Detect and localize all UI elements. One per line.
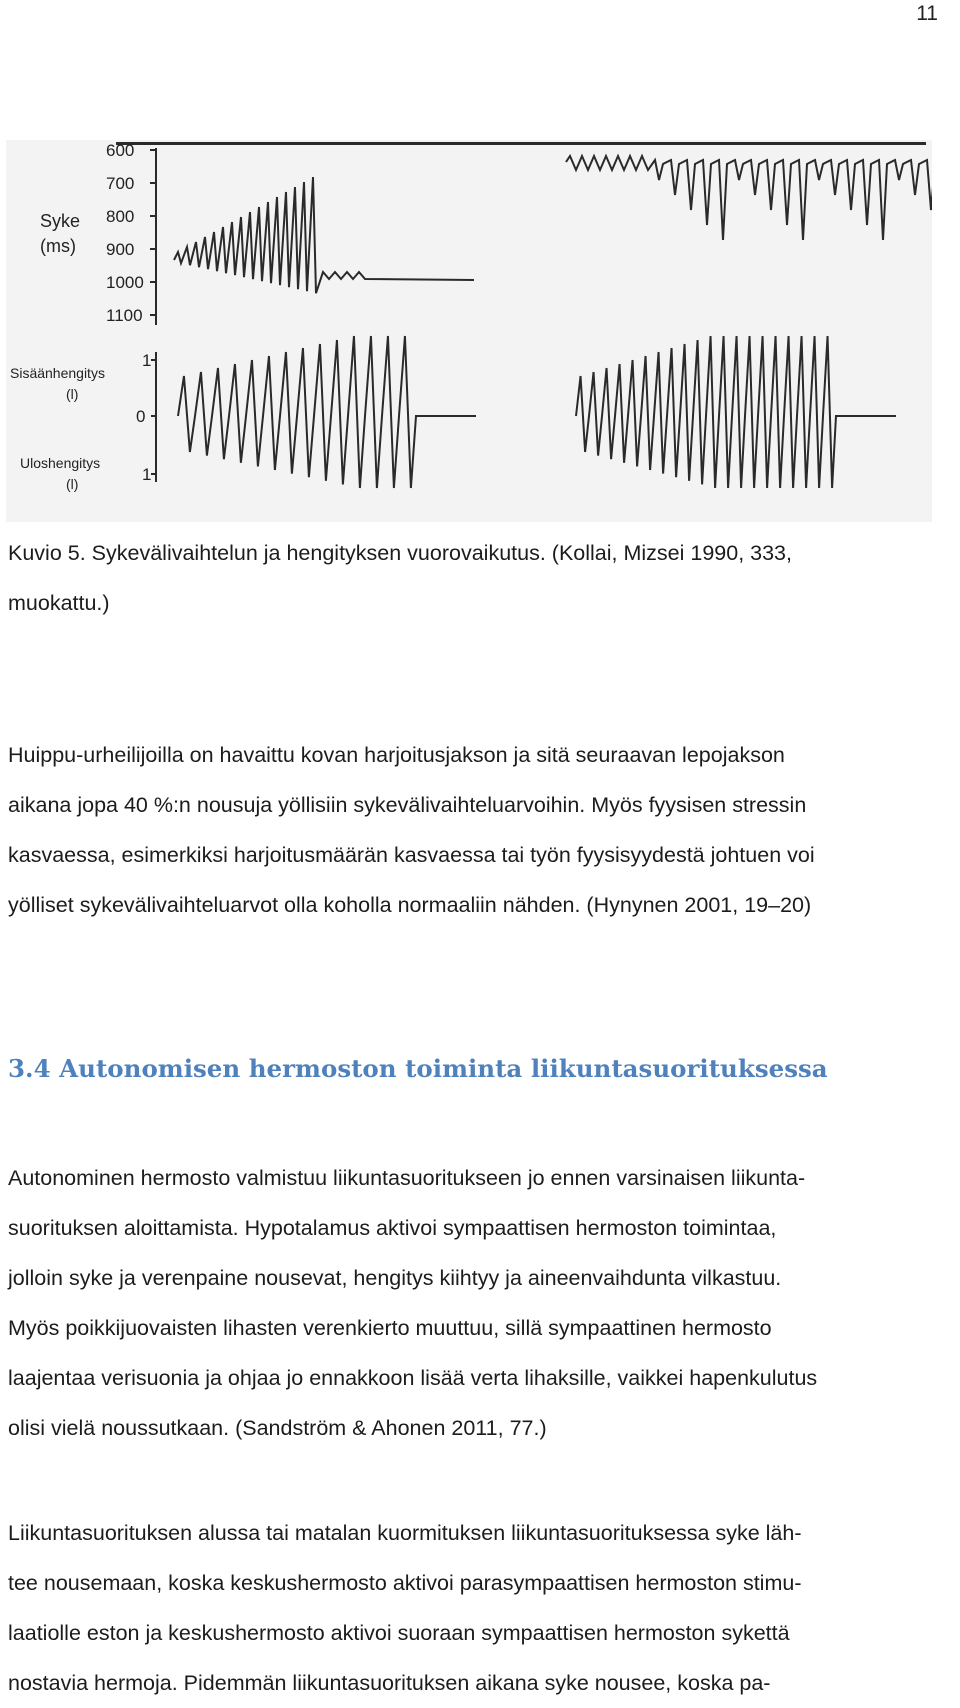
paragraph-exercise-start [8, 1508, 948, 1708]
figure-caption [8, 528, 948, 628]
signal-traces [174, 156, 932, 488]
page-number: 11 [916, 2, 938, 25]
paragraph-line: jolloin syke ja verenpaine nousevat, hengitys kiihtyy ja aineenvaihdunta vilkastuu. [8, 1266, 782, 1290]
heart-rate-tick-label: 700 [106, 174, 135, 193]
figure-graphic [6, 140, 932, 522]
breathing-trace-right [576, 336, 896, 488]
paragraph-line: Autonominen hermosto valmistuu liikuntasuoritukseen jo ennen varsinaisen liikunta- [8, 1166, 806, 1190]
paragraph-line: nostavia hermoja. Pidemmän liikuntasuorituksen aikana syke nousee, koska pa- [8, 1671, 771, 1695]
heart-rate-tick-label: 1000 [106, 273, 144, 292]
y-axis-label-syke: Syke [40, 211, 81, 231]
exhale-unit: (l) [66, 476, 79, 492]
paragraph-autonomic-preparation [8, 1153, 948, 1453]
inhale-label: Sisäänhengitys [10, 365, 105, 381]
breathing-trace-left [178, 336, 476, 488]
inhale-unit: (l) [66, 386, 79, 402]
paragraph-line: Myös poikkijuovaisten lihasten verenkierto muuttuu, sillä sympaattinen hermosto [8, 1316, 772, 1340]
section-heading: 3.4 Autonomisen hermoston toiminta liikuntasuorituksessa [8, 1054, 828, 1083]
heart-rate-trace-right [566, 156, 932, 240]
breath-tick-inhale: 1 [142, 351, 152, 370]
heart-rate-tick-label: 800 [106, 207, 135, 226]
heart-rate-tick-label: 1100 [106, 306, 143, 325]
paragraph-line: laatiolle eston ja keskushermosto aktivoi suoraan sympaattisen hermoston sykettä [8, 1621, 790, 1645]
heart-rate-ticks [106, 141, 156, 325]
paragraph-line: yölliset sykevälivaihteluarvot olla koholla normaaliin nähden. (Hynynen 2001, 19–20) [8, 893, 812, 917]
breath-tick-zero: 0 [136, 407, 146, 426]
top-border-line [116, 142, 926, 145]
exhale-label: Uloshengitys [20, 455, 101, 471]
paragraph-line: kasvaessa, esimerkiksi harjoitusmäärän kasvaessa tai työn fyysisyydestä johtuen voi [8, 843, 815, 867]
paragraph-athletes [8, 730, 948, 930]
breath-tick-exhale: 1 [142, 465, 152, 484]
paragraph-line: Liikuntasuorituksen alussa tai matalan kuormituksen liikuntasuorituksessa syke läh- [8, 1521, 802, 1545]
heart-rate-tick-label: 900 [106, 240, 135, 259]
heart-rate-trace-left [174, 177, 474, 293]
paragraph-line: olisi vielä noussutkaan. (Sandström & Ahonen 2011, 77.) [8, 1416, 547, 1440]
paragraph-line: aikana jopa 40 %:n nousuja yöllisiin sykevälivaihteluarvoihin. Myös fyysisen stressin [8, 793, 807, 817]
figure-heart-rate-breathing [6, 140, 932, 522]
caption-line: Kuvio 5. Sykevälivaihtelun ja hengityksen vuorovaikutus. (Kollai, Mizsei 1990, 333, [8, 541, 792, 565]
y-axis-label-ms: (ms) [40, 236, 76, 256]
paragraph-line: suorituksen aloittamista. Hypotalamus aktivoi sympaattisen hermoston toimintaa, [8, 1216, 777, 1240]
caption-line: muokattu.) [8, 591, 110, 615]
heart-rate-tick-label: 600 [106, 141, 135, 160]
paragraph-line: laajentaa verisuonia ja ohjaa jo ennakkoon lisää verta lihaksille, vaikkei hapenkulutus [8, 1366, 818, 1390]
paragraph-line: Huippu-urheilijoilla on havaittu kovan harjoitusjakson ja sitä seuraavan lepojakson [8, 743, 785, 767]
paragraph-line: tee nousemaan, koska keskushermosto aktivoi parasympaattisen hermoston stimu- [8, 1571, 802, 1595]
